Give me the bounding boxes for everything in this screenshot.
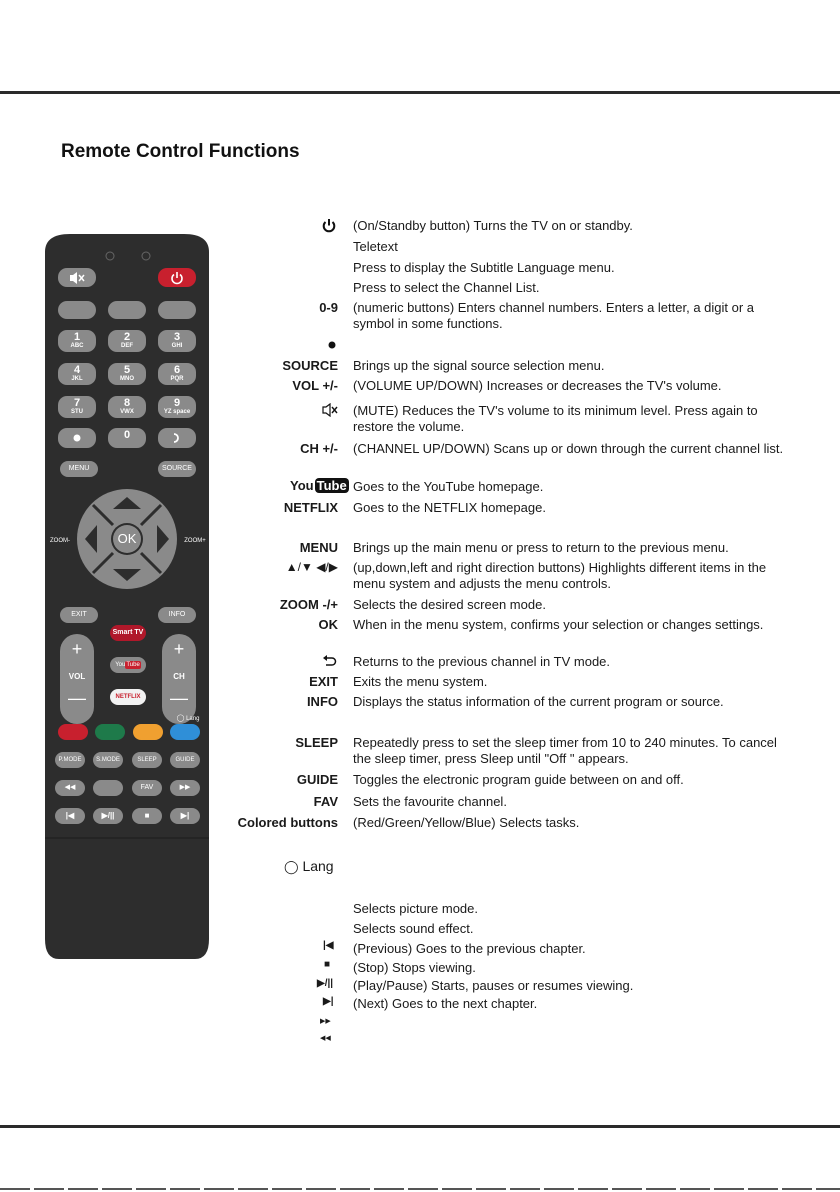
remote-smode-button[interactable]: S.MODE bbox=[93, 752, 123, 768]
next-icon: ▶| bbox=[180, 811, 190, 820]
remote-control bbox=[45, 234, 209, 959]
vol-label: VOL bbox=[68, 672, 86, 681]
play-desc: (Play/Pause) Starts, pauses or resumes viewing. bbox=[353, 978, 634, 993]
ok-desc: When in the menu system, confirms your selection or changes settings. bbox=[353, 617, 764, 632]
remote-play-button[interactable] bbox=[93, 808, 123, 824]
remote-rewind-button[interactable] bbox=[55, 780, 85, 796]
remote-number-1[interactable]: 1 ABC bbox=[58, 330, 96, 352]
remote-forward-button[interactable] bbox=[170, 780, 200, 796]
remote-red-button[interactable] bbox=[58, 724, 88, 740]
remote-blank-button[interactable] bbox=[93, 780, 123, 796]
zoom-desc: Selects the desired screen mode. bbox=[353, 597, 546, 612]
sleep-label: SLEEP bbox=[295, 735, 338, 750]
forward-icon: ▶▶ bbox=[320, 1018, 331, 1025]
play-pause-icon: ▶/|| bbox=[317, 978, 334, 989]
stop-icon: ■ bbox=[144, 811, 150, 820]
remote-youtube-button[interactable]: YouTube bbox=[110, 657, 146, 673]
rewind-icon: ◀◀ bbox=[320, 1035, 331, 1042]
ch-desc: (CHANNEL UP/DOWN) Scans up or down through the current channel list. bbox=[353, 441, 784, 456]
menu-label: MENU bbox=[299, 540, 338, 555]
dot-icon bbox=[73, 434, 81, 442]
fav-label: FAV bbox=[313, 794, 338, 809]
prev-icon: |◀ bbox=[65, 811, 75, 820]
lang-icon: ◯ bbox=[284, 859, 299, 874]
next-desc: (Next) Goes to the next chapter. bbox=[353, 996, 538, 1011]
remote-netflix-button[interactable]: NETFLIX bbox=[110, 689, 146, 705]
power-icon bbox=[322, 218, 336, 233]
power-desc: (On/Standby button) Turns the TV on or standby. bbox=[353, 218, 633, 233]
remote-number-0[interactable]: 0 bbox=[108, 428, 146, 448]
remote-mute-button[interactable] bbox=[58, 268, 96, 287]
remote-number-3[interactable]: 3 GHI bbox=[158, 330, 196, 352]
numeric-label: 0-9 bbox=[319, 300, 338, 315]
remote-zoom-minus-label: ZOOM- bbox=[50, 538, 70, 544]
remote-prev-button[interactable] bbox=[55, 808, 85, 824]
teletext-desc: Teletext bbox=[353, 239, 398, 254]
lang-label: ◯ Lang bbox=[284, 858, 334, 874]
forward-icon: ▶▶ bbox=[179, 784, 191, 791]
remote-power-button[interactable] bbox=[158, 268, 196, 287]
remote-zoom-plus-label: ZOOM+ bbox=[184, 538, 206, 544]
mute-icon bbox=[322, 403, 338, 417]
guide-desc: Toggles the electronic program guide between on and off. bbox=[353, 772, 684, 787]
remote-yellow-button[interactable] bbox=[133, 724, 163, 740]
remote-dot-button[interactable] bbox=[58, 428, 96, 448]
remote-number-4[interactable]: 4 JKL bbox=[58, 363, 96, 385]
vol-label: VOL +/- bbox=[292, 378, 338, 393]
dot-icon bbox=[328, 341, 336, 349]
remote-number-5[interactable]: 5 MNO bbox=[108, 363, 146, 385]
source-desc: Brings up the signal source selection menu. bbox=[353, 358, 605, 373]
footer-dashes bbox=[0, 1188, 840, 1190]
subtitle-desc: Press to display the Subtitle Language menu. bbox=[353, 260, 615, 275]
mute-icon bbox=[69, 271, 85, 285]
stop-desc: (Stop) Stops viewing. bbox=[353, 960, 476, 975]
ok-label: OK bbox=[318, 617, 338, 632]
remote-smart-tv-button[interactable]: Smart TV bbox=[110, 625, 146, 641]
remote-vol-rocker[interactable]: + VOL — bbox=[60, 634, 94, 724]
remote-sleep-button[interactable]: SLEEP bbox=[132, 752, 162, 768]
next-icon: ▶| bbox=[323, 996, 334, 1007]
numeric-desc: (numeric buttons) Enters channel numbers. Enters a letter, a digit or a symbol in some functions. bbox=[353, 300, 755, 331]
remote-info-button[interactable]: INFO bbox=[158, 607, 196, 623]
top-rule bbox=[0, 91, 840, 94]
remote-list-button[interactable] bbox=[158, 301, 196, 319]
remote-ok-button[interactable]: OK bbox=[117, 531, 137, 546]
bottom-rule bbox=[0, 1125, 840, 1128]
remote-menu-button[interactable]: MENU bbox=[60, 461, 98, 477]
arrows-desc: (up,down,left and right direction buttons) Highlights different items in the menu system and adjusts the menu controls. bbox=[353, 560, 767, 591]
colored-label: Colored buttons bbox=[237, 815, 338, 830]
prev-icon: |◀ bbox=[323, 940, 334, 951]
remote-guide-button[interactable]: GUIDE bbox=[170, 752, 200, 768]
zoom-label: ZOOM -/+ bbox=[279, 597, 338, 612]
info-desc: Displays the status information of the current program or source. bbox=[353, 694, 724, 709]
remote-back-button[interactable] bbox=[158, 428, 196, 448]
remote-exit-button[interactable]: EXIT bbox=[60, 607, 98, 623]
remote-next-button[interactable] bbox=[170, 808, 200, 824]
vol-desc: (VOLUME UP/DOWN) Increases or decreases the TV's volume. bbox=[353, 378, 722, 393]
ch-label: CH bbox=[173, 672, 185, 681]
back-icon bbox=[171, 432, 183, 444]
source-label: SOURCE bbox=[282, 358, 338, 373]
mute-desc: (MUTE) Reduces the TV's volume to its minimum level. Press again to restore the volume. bbox=[353, 403, 758, 434]
page-title: Remote Control Functions bbox=[61, 141, 300, 162]
power-icon bbox=[170, 271, 184, 285]
rewind-icon: ◀◀ bbox=[64, 784, 76, 791]
return-desc: Returns to the previous channel in TV mode. bbox=[353, 654, 611, 669]
exit-label: EXIT bbox=[309, 674, 338, 689]
remote-source-button[interactable]: SOURCE bbox=[158, 461, 196, 477]
remote-blue-button[interactable] bbox=[170, 724, 200, 740]
remote-number-9[interactable]: 9 YZ space bbox=[158, 396, 196, 418]
remote-subtitle-button[interactable] bbox=[108, 301, 146, 319]
sleep-desc: Repeatedly press to set the sleep timer from 10 to 240 minutes. To cancel the sleep timer, press Sleep until "Off " appears. bbox=[353, 735, 777, 766]
fav-desc: Sets the favourite channel. bbox=[353, 794, 507, 809]
remote-fav-button[interactable]: FAV bbox=[132, 780, 162, 796]
remote-pmode-button[interactable]: P.MODE bbox=[55, 752, 85, 768]
remote-stop-button[interactable] bbox=[132, 808, 162, 824]
netflix-label: NETFLIX bbox=[283, 500, 338, 515]
ch-label: CH +/- bbox=[300, 441, 338, 456]
arrows-label: ▲/▼ ◀/▶ bbox=[285, 560, 338, 574]
picture-desc: Selects picture mode. bbox=[353, 901, 479, 916]
youtube-logo: You Tube bbox=[290, 478, 347, 493]
guide-label: GUIDE bbox=[296, 772, 338, 787]
remote-number-7[interactable]: 7 STU bbox=[58, 396, 96, 418]
remote-number-6[interactable]: 6 PQR bbox=[158, 363, 196, 385]
remote-teletext-button[interactable] bbox=[58, 301, 96, 319]
prev-desc: (Previous) Goes to the previous chapter. bbox=[353, 941, 586, 956]
exit-desc: Exits the menu system. bbox=[353, 674, 488, 689]
channel-list-desc: Press to select the Channel List. bbox=[353, 280, 540, 295]
remote-number-2[interactable]: 2 DEF bbox=[108, 330, 146, 352]
stop-icon: ■ bbox=[324, 959, 331, 970]
remote-green-button[interactable] bbox=[95, 724, 125, 740]
sound-desc: Selects sound effect. bbox=[353, 921, 474, 936]
colored-desc: (Red/Green/Yellow/Blue) Selects tasks. bbox=[353, 815, 580, 830]
return-icon bbox=[323, 655, 337, 667]
menu-desc: Brings up the main menu or press to return to the previous menu. bbox=[353, 540, 729, 555]
remote-number-8[interactable]: 8 VWX bbox=[108, 396, 146, 418]
youtube-desc: Goes to the YouTube homepage. bbox=[353, 479, 544, 494]
remote-lang-label: ◯ Lang bbox=[176, 715, 200, 722]
netflix-desc: Goes to the NETFLIX homepage. bbox=[353, 500, 546, 515]
remote-ch-rocker[interactable]: + CH — bbox=[162, 634, 196, 724]
play-pause-icon: ▶/|| bbox=[101, 811, 115, 820]
info-label: INFO bbox=[306, 694, 338, 709]
